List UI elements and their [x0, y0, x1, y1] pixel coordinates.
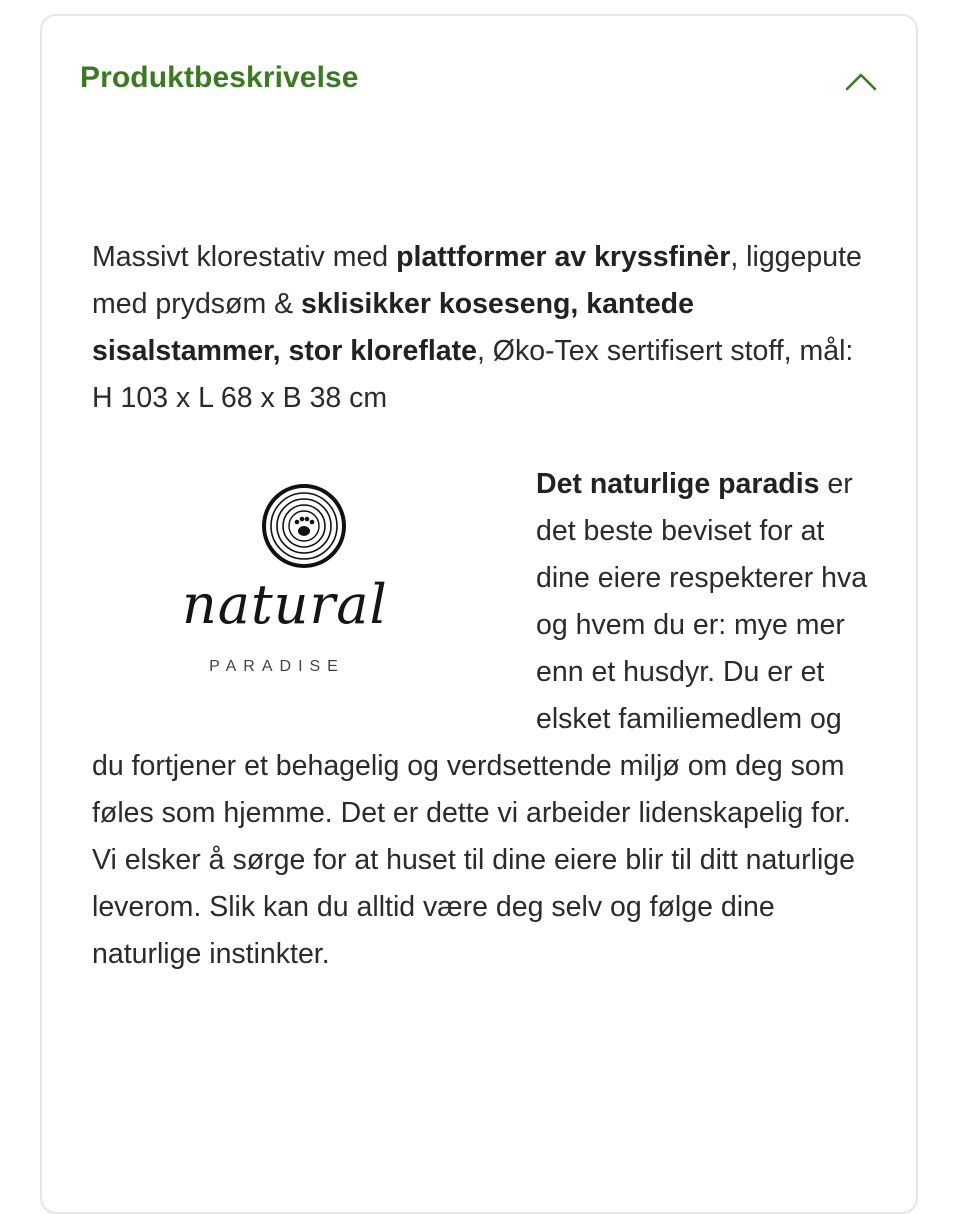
description-paragraph-1 [92, 234, 872, 422]
section-title: Produktbeskrivelse [80, 61, 359, 94]
paw-ring-logo-icon [92, 461, 536, 661]
text: er det beste beviset for at dine eiere respekterer hva og hvem du er: mye mer enn et husdyr. Du er et elsket familiemedlem og du fortjener et behagelig og verdsettende miljø om deg som føles som hjemme. Det er dette vi arbeider lidenskapelig for. Vi elsker å sørge for at huset til dine eiere blir til ditt naturlige leverom. Slik kan du alltid være deg selv og følge dine naturlige instinkter. [92, 468, 868, 970]
product-description-card [40, 14, 918, 1214]
chevron-up-icon[interactable] [844, 70, 878, 92]
bold-text: Det naturlige paradis [536, 468, 820, 500]
natural-paradise-logo [92, 461, 536, 743]
text: , liggepute med prydsøm & [92, 241, 862, 320]
accordion-header[interactable] [42, 16, 916, 146]
logo-subtitle: PARADISE [209, 658, 345, 675]
text: Massivt klorestativ med [92, 241, 397, 273]
description-body [92, 234, 872, 978]
description-paragraph-2 [92, 461, 872, 978]
bold-text: sklisikker koseseng, kantede sisalstammer, stor kloreflate [92, 288, 694, 367]
svg-text:natural: natural [182, 573, 388, 636]
text: , Øko-Tex sertifisert stoff, mål: H 103 x L 68 x B 38 cm [92, 335, 854, 414]
bold-text: plattformer av kryssfinèr [396, 241, 731, 273]
